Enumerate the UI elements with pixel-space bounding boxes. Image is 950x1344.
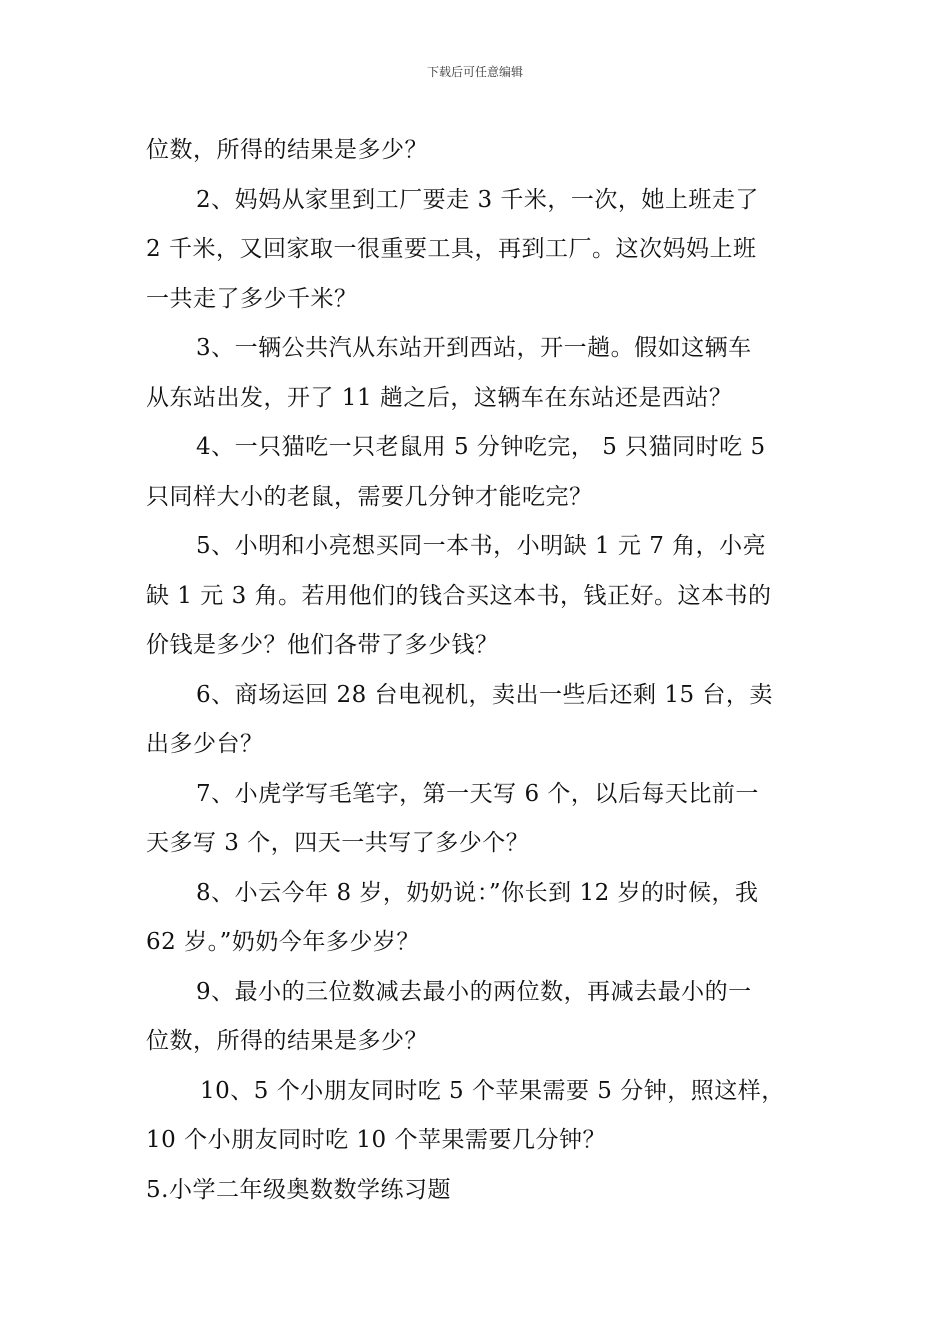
question-10-line-1: 10、5 个小朋友同时吃 5 个苹果需要 5 分钟，照这样， [200,1077,785,1104]
section-heading: 5.小学二年级奥数数学练习题 [146,1176,451,1203]
document-body [146,126,816,1215]
question-4-line-1: 4、一只猫吃一只老鼠用 5 分钟吃完， 5 只猫同时吃 5 [196,434,766,460]
question-9-line-1: 9、最小的三位数减去最小的两位数，再减去最小的一 [196,978,752,1005]
question-10-line-2: 10 个小朋友同时吃 10 个苹果需要几分钟？ [146,1127,606,1153]
page-header: 下载后可任意编辑 [426,65,523,79]
question-7-line-1: 7、小虎学写毛笔字，第一天写 6 个，以后每天比前一 [196,780,759,807]
question-2-line-2: 2 千米，又回家取一很重要工具，再到工厂。这次妈妈上班 [146,236,757,262]
question-5-line-1: 5、小明和小亮想买同一本书，小明缺 1 元 7 角，小亮 [196,533,767,559]
question-6-line-2: 出多少台？ [146,731,264,757]
question-5-line-2: 缺 1 元 3 角。若用他们的钱合买这本书，钱正好。这本书的 [146,582,772,609]
question-6-line-1: 6、商场运回 28 台电视机，卖出一些后还剩 15 台，卖 [196,681,773,708]
question-8-line-2: 62 岁。”奶奶今年多少岁？ [146,929,420,955]
question-2-line-1: 2、妈妈从家里到工厂要走 3 千米，一次，她上班走了 [196,186,759,213]
question-7-line-2: 天多写 3 个，四天一共写了多少个？ [146,830,530,856]
question-3-line-2: 从东站出发，开了 11 趟之后，这辆车在东站还是西站？ [146,384,733,411]
question-4-line-2: 只同样大小的老鼠，需要几分钟才能吃完？ [146,483,593,510]
question-2-line-3: 一共走了多少千米？ [146,285,358,312]
question-5-line-3: 价钱是多少？他们各带了多少钱？ [146,632,499,658]
question-9-line-2: 位数，所得的结果是多少？ [146,1028,428,1054]
question-8-line-1: 8、小云今年 8 岁，奶奶说：”你长到 12 岁的时候，我 [196,879,759,906]
text-line: 位数，所得的结果是多少？ [146,137,428,163]
question-3-line-1: 3、一辆公共汽从东站开到西站，开一趟。假如这辆车 [196,335,752,361]
